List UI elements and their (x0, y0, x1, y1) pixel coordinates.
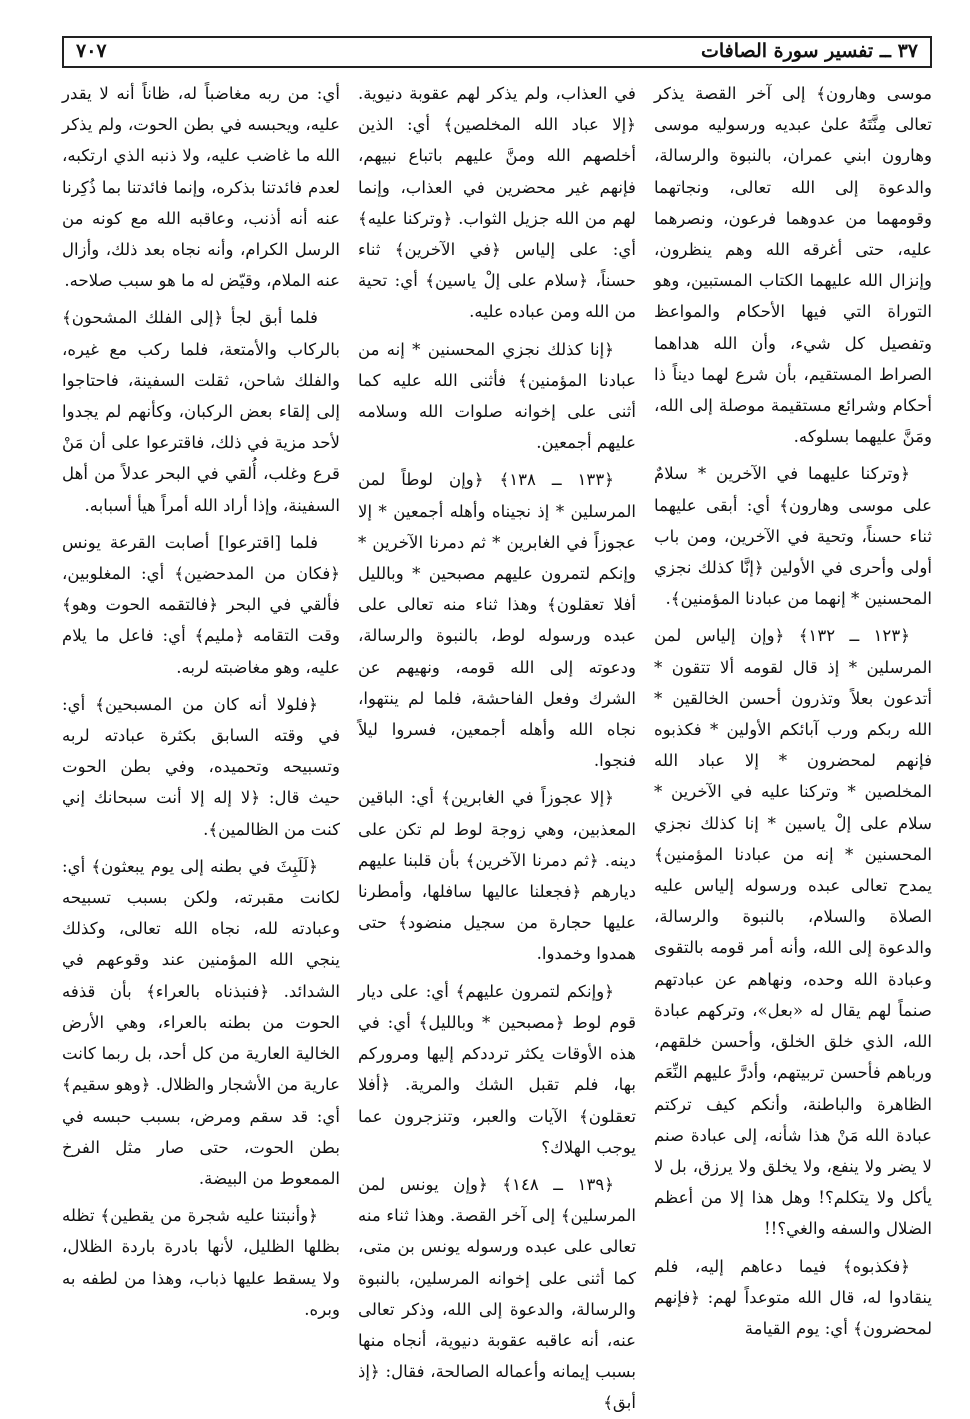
paragraph: ﴿وإنكم لتمرون عليهم﴾ أي: على ديار قوم لوط ﴿مصبحين * وبالليل﴾ أي: في هذه الأوقات يكثر ترددكم إليها ومروركم بها، فلم تقبل الشك والمرية. ﴿أفلا تعقلون﴾ الآيات والعبر، وتنزجرون عما يوجب الهلاك؟ (358, 981, 636, 1157)
paragraph: ﴿١٢٣ ــ ١٣٢﴾ ﴿وإن إلياس لمن المرسلين * إذ قال لقومه ألا تتقون * أتدعون بعلاً وتذرون أحسن الخالقين * الله ربكم ورب آبائكم الأولين * فكذبوه فإنهم لمحضرون * إلا عباد الله المخلصين * وتركنا عليه في الآخرين * سلام على إلْ ياسين * إنا كذلك نجزي المحسنين * إنه من عبادنا المؤمنين﴾ يمدح تعالى عبده ورسوله إلياس عليه الصلاة والسلام، بالنبوة والرسالة، والدعوة إلى الله، وأنه أمر قومه بالتقوى وعبادة الله وحده، ونهاهم عن عبادتهم صنماً لهم يقال له «بعل»، وتركهم عبادة الله، الذي خلق الخلق، وأحسن خلقهم، ورباهم فأحسن تربيتهم، وأدرَّ عليهم النِّعَم الظاهرة والباطنة، وأنكم كيف تركتم عبادة الله مَنْ هذا شأنه، إلى عبادة صنم لا يضر ولا ينفع، ولا يخلق ولا يرزق، بل لا يأكل ولا يتكلم؟! وهل هذا إلا من أعظم الضلال والسفه والغي؟!! (654, 626, 932, 1239)
paragraph: في العذاب، ولم يذكر لهم عقوبة دنيوية. ﴿إلا عباد الله المخلصين﴾ أي: الذين أخلصهم الله ومنَّ عليهم باتباع نبيهم، فإنهم غير محضرين في العذاب، وإنما لهم من الله جزيل الثواب. ﴿وتركنا عليه﴾ أي: على إلياس ﴿في الآخرين﴾ ثناء حسناً، ﴿سلام على إلْ ياسين﴾ أي: تحية من الله ومن عباده عليه. (358, 84, 636, 322)
header-frame-top (62, 36, 932, 38)
column-middle (358, 78, 636, 1413)
column-right (654, 78, 932, 1358)
header-frame-left (62, 36, 64, 66)
paragraph: ﴿وأنبتنا عليه شجرة من يقطين﴾ تظله بظلها الظليل، لأنها بادرة باردة الظلال، ولا يسقط عليها ذباب، وهذا من لطفه به وبره. (62, 1206, 340, 1319)
paragraph: ﴿١٣٣ ــ ١٣٨﴾ ﴿وإن لوطاً لمن المرسلين * إذ نجيناه وأهله أجمعين * إلا عجوزاً في الغابرين * ثم دمرنا الآخرين * وإنكم لتمرون عليهم مصبحين * وبالليل أفلا تعقلون﴾ وهذا ثناء منه تعالى على عبده ورسوله لوط، بالنبوة والرسالة، ودعوته إلى الله قومه، ونهيهم عن الشرك وفعل الفاحشة، فلما لم ينتهوا، نجاه الله وأهله أجمعين، فسروا ليلاً فنجوا. (358, 470, 636, 771)
text-columns (62, 78, 932, 1413)
paragraph: ﴿فلولا أنه كان من المسبحين﴾ أي: في وقته السابق بكثرة عبادته لربه وتسبيحه وتحميده، وفي بطن الحوت حيث قال: ﴿لا إله إلا أنت سبحانك إني كنت من الظالمين﴾. (62, 694, 340, 839)
paragraph: موسى وهارون﴾ إلى آخر القصة يذكر تعالى مِنَّتَهُ علىٰ عبديه ورسوليه موسى وهارون ابني عمران، بالنبوة والرسالة، والدعوة إلى الله تعالى، ونجاتهما وقومهما من عدوهما فرعون، ونصرهما عليه، حتى أغرقه الله وهم ينظرون، وإنزال الله عليهما الكتاب المستبين، وهو التوراة التي فيها الأحكام والمواعظ وتفصيل كل شيء، وأن الله هداهما الصراط المستقيم، بأن شرع لهما ديناً ذا أحكام وشرائع مستقيمة موصلة إلى الله، ومَنَّ عليهما بسلوكه. (654, 84, 932, 447)
paragraph: ﴿١٣٩ ــ ١٤٨﴾ ﴿وإن يونس لمن المرسلين﴾ إلى آخر القصة. وهذا ثناء منه تعالى على عبده ورسوله يونس بن متى، كما أثنى على إخوانه المرسلين، بالنبوة والرسالة، والدعوة إلى الله، وذكر تعالى عنه، أنه عاقبه عقوبة دنيوية، أنجاه منها بسبب إيمانه وأعماله الصالحة، فقال: ﴿إذ أبق﴾ (358, 1174, 636, 1413)
page-number: ٧٠٧ (76, 40, 107, 62)
paragraph: ﴿لَلَبِثَ في بطنه إلى يوم يبعثون﴾ أي: لكانت مقبرته، ولكن بسبب تسبيحه وعبادته لله، نجاه الله تعالى، وكذلك ينجي الله المؤمنين عند وقوعهم في الشدائد. ﴿فنبذناه بالعراء﴾ بأن قذفه الحوت من بطنه بالعراء، وهي الأرض الخالية العارية من كل أحد، بل ربما كانت عارية من الأشجار والظلال. ﴿وهو سقيم﴾ أي: قد سقم ومرض، بسبب حبسه في بطن الحوت، حتى صار مثل الفرخ الممعوط من البيضة. (62, 856, 340, 1188)
running-title: ٣٧ ــ تفسير سورة الصافات (700, 40, 918, 62)
paragraph: ﴿إنا كذلك نجزي المحسنين * إنه من عبادنا المؤمنين﴾ فأثنى الله عليه كما أثنى على إخوانه صلوات الله وسلامه عليهم أجمعين. (358, 339, 636, 453)
column-left (62, 78, 340, 1358)
page-header (62, 36, 932, 68)
paragraph: فلما [اقترعوا] أصابت القرعة يونس ﴿فكان من المدحضين﴾ أي: المغلوبين، فألقي في البحر ﴿فالتقمه الحوت وهو﴾ وقت التقامه ﴿مليم﴾ أي: فاعل ما يلام عليه، وهو مغاضبته لربه. (62, 532, 340, 677)
paragraph: ﴿وتركنا عليهما في الآخرين * سلامٌ على موسى وهارون﴾ أي: أبقى عليهما ثناء حسناً، وتحية في الآخرين، ومن باب أولى وأحرى في الأولين ﴿إنَّا كذلك نجزي المحسنين * إنهما من عبادنا المؤمنين﴾. (654, 464, 932, 609)
paragraph: ﴿فكذبوه﴾ فيما دعاهم إليه، فلم ينقادوا له، قال الله متوعداً لهم: ﴿فإنهم لمحضرون﴾ أي: يوم القيامة (654, 1256, 932, 1338)
paragraph: أي: من ربه مغاضباً له، ظاناً أنه لا يقدر عليه، ويحبسه في بطن الحوت، ولم يذكر الله ما غاضب عليه، ولا ذنبه الذي ارتكبه، لعدم فائدتنا بذكره، وإنما فائدتنا بما ذُكِرنا عنه أنه أذنب، وعاقبه الله مع كونه من الرسل الكرام، وأنه نجاه بعد ذلك، وأزال عنه الملام، وقيّض له ما هو سبب صلاحه. (62, 84, 340, 291)
paragraph: ﴿إلا عجوزاً في الغابرين﴾ أي: الباقين المعذبين، وهي زوجة لوط لم تكن على دينه. ﴿ثم دمرنا الآخرين﴾ بأن قلبنا عليهم ديارهم ﴿فجعلنا عاليها سافلها، وأمطرنا عليها حجارة من سجيل منضود﴾ حتى همدوا وخمدوا. (358, 788, 636, 964)
header-frame-right (930, 36, 932, 66)
paragraph: فلما أبق لجأ ﴿إلى الفلك المشحون﴾ بالركاب والأمتعة، فلما ركب مع غيره، والفلك شاحن، ثقلت السفينة، فاحتاجوا إلى إلقاء بعض الركبان، وكأنهم لم يجدوا لأحد مزية في ذلك، فاقترعوا على أن مَنْ قرع وغلب، أُلقي في البحر عدلاً من أهل السفينة، وإذا أراد الله أمراً هيأ أسبابه. (62, 308, 340, 515)
